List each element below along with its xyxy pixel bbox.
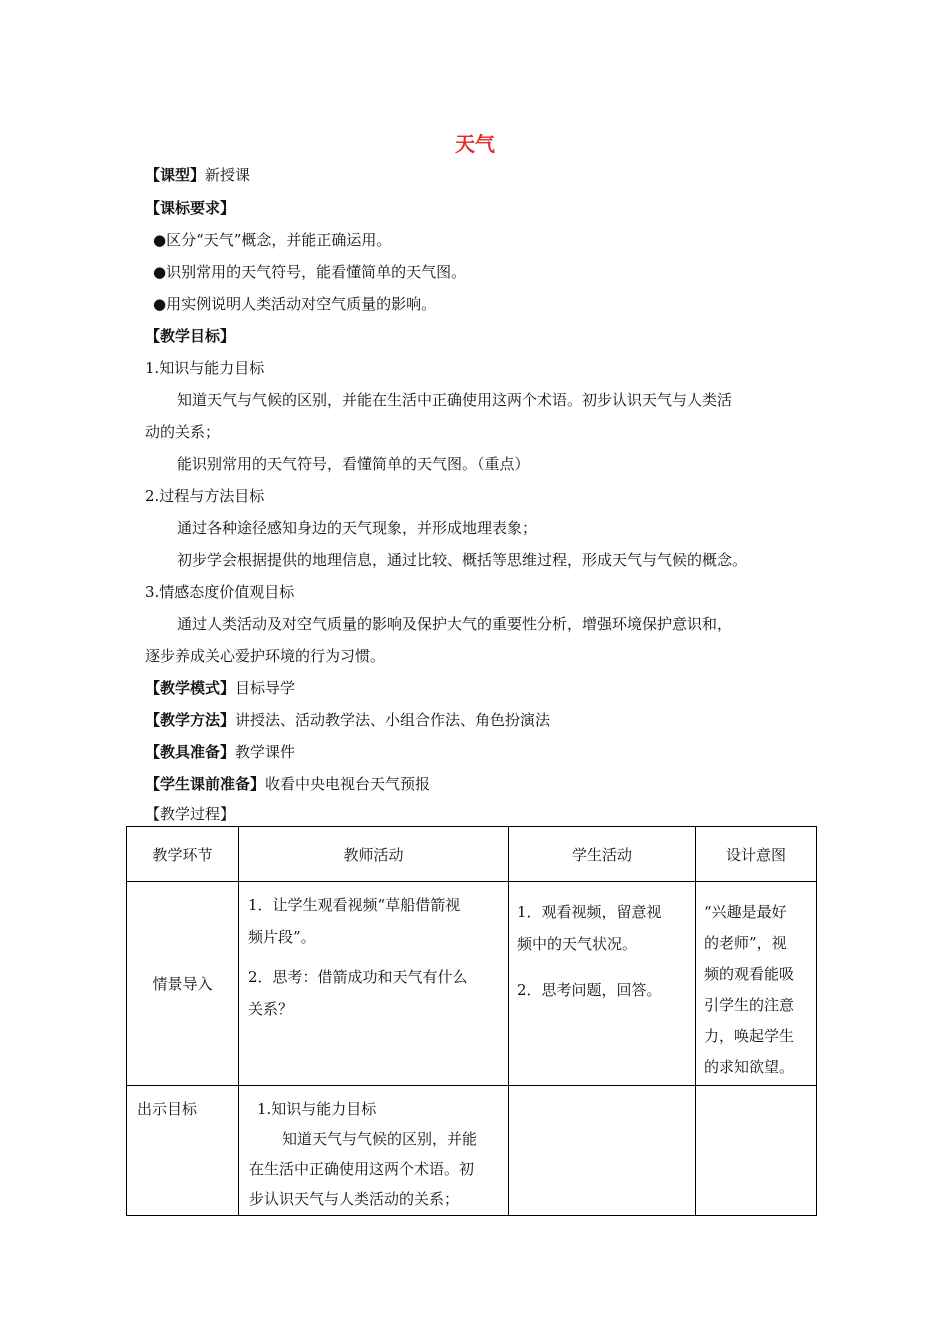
student-prep-value: 收看中央电视台天气预报 xyxy=(265,775,431,793)
student-activity-text: 2．思考问题，回答。 xyxy=(517,981,662,999)
standards-label: 【课标要求】 xyxy=(145,199,236,217)
standards-item: ●用实例说明人类活动对空气质量的影响。 xyxy=(153,295,437,313)
student-activity-text: 频中的天气状况。 xyxy=(517,935,638,953)
course-type-label: 【课型】 xyxy=(145,166,206,184)
attitude-heading: 3.情感态度价值观目标 xyxy=(145,583,295,601)
methods-value: 讲授法、活动教学法、小组合作法、角色扮演法 xyxy=(235,711,551,729)
teaching-process-table xyxy=(126,826,817,1216)
teacher-activity-text: 关系？ xyxy=(248,1000,294,1018)
student-activity-cell xyxy=(509,1086,696,1216)
knowledge-paragraph-2: 能识别常用的天气符号，看懂简单的天气图。（重点） xyxy=(177,455,530,473)
stage-label: 出示目标 xyxy=(137,1100,198,1118)
student-activity-cell xyxy=(509,882,696,1086)
tools-line xyxy=(145,741,295,763)
design-intent-text: 力，唤起学生 xyxy=(704,1027,795,1045)
design-intent-text: “兴趣是最好 xyxy=(704,903,787,921)
stage-cell xyxy=(127,882,239,1086)
teacher-activity-heading: 1.知识与能力目标 xyxy=(257,1100,377,1118)
header-cell: 学生活动 xyxy=(509,827,696,882)
knowledge-paragraph-cont: 动的关系； xyxy=(145,423,221,441)
knowledge-heading: 1.知识与能力目标 xyxy=(145,359,265,377)
process-paragraph-2: 初步学会根据提供的地理信息，通过比较、概括等思维过程，形成天气与气候的概念。 xyxy=(177,551,748,569)
student-prep-label: 【学生课前准备】 xyxy=(145,775,266,793)
process-label: 【教学过程】 xyxy=(145,805,236,823)
teacher-activity-text: 在生活中正确使用这两个术语。初 xyxy=(249,1160,475,1178)
teacher-activity-text: 频片段”。 xyxy=(248,928,316,946)
standards-item: ●区分“天气”概念，并能正确运用。 xyxy=(153,231,392,249)
table-row xyxy=(127,882,817,1086)
student-activity-text: 1．观看视频，留意视 xyxy=(517,903,662,921)
attitude-paragraph-cont: 逐步养成关心爱护环境的行为习惯。 xyxy=(145,647,386,665)
design-intent-text: 的求知欲望。 xyxy=(704,1058,795,1076)
header-cell: 教师活动 xyxy=(239,827,509,882)
design-intent-text: 频的观看能吸 xyxy=(704,965,795,983)
page-title: 天气 xyxy=(455,132,495,156)
student-prep-line xyxy=(145,773,430,795)
table-row xyxy=(127,1086,817,1216)
course-type-value: 新授课 xyxy=(205,166,251,184)
design-intent-text: 的老师”，视 xyxy=(704,934,787,952)
stage-label: 情景导入 xyxy=(152,975,213,993)
teacher-activity-text: 步认识天气与人类活动的关系； xyxy=(249,1190,460,1208)
tools-value: 教学课件 xyxy=(235,743,296,761)
teacher-activity-text: 知道天气与气候的区别，并能 xyxy=(282,1130,478,1148)
attitude-paragraph: 通过人类活动及对空气质量的影响及保护大气的重要性分析，增强环境保护意识和， xyxy=(177,615,733,633)
process-paragraph: 通过各种途径感知身边的天气现象，并形成地理表象； xyxy=(177,519,538,537)
stage-cell xyxy=(127,1086,239,1216)
table-header-row xyxy=(127,827,817,882)
mode-value: 目标导学 xyxy=(235,679,296,697)
header-cell: 教学环节 xyxy=(127,827,239,882)
teacher-activity-cell xyxy=(239,882,509,1086)
teacher-activity-text: 2．思考：借箭成功和天气有什么 xyxy=(248,968,468,986)
design-intent-text: 引学生的注意 xyxy=(704,996,795,1014)
knowledge-paragraph: 知道天气与气候的区别，并能在生活中正确使用这两个术语。初步认识天气与人类活 xyxy=(177,391,733,409)
methods-line xyxy=(145,709,550,731)
tools-label: 【教具准备】 xyxy=(145,743,236,761)
course-type-line xyxy=(145,164,250,186)
header-cell: 设计意图 xyxy=(696,827,817,882)
design-intent-cell xyxy=(696,1086,817,1216)
standards-item: ●识别常用的天气符号，能看懂简单的天气图。 xyxy=(153,263,467,281)
mode-line xyxy=(145,677,295,699)
process-heading: 2.过程与方法目标 xyxy=(145,487,265,505)
mode-label: 【教学模式】 xyxy=(145,679,236,697)
methods-label: 【教学方法】 xyxy=(145,711,236,729)
teacher-activity-text: 1．让学生观看视频“草船借箭视 xyxy=(248,896,461,914)
design-intent-cell xyxy=(696,882,817,1086)
teacher-activity-cell xyxy=(239,1086,509,1216)
objectives-label: 【教学目标】 xyxy=(145,327,236,345)
